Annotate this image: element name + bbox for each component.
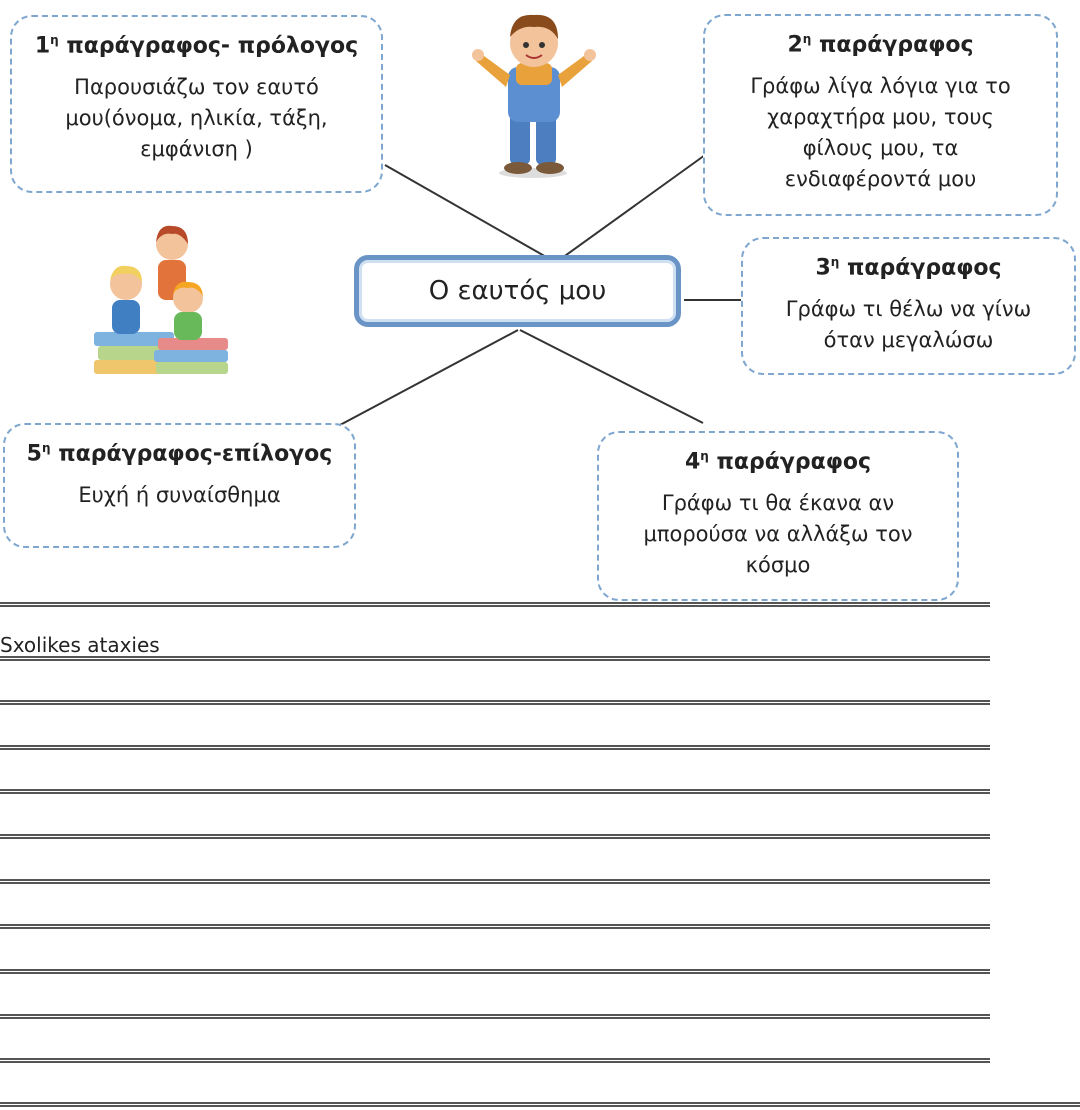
paragraph-5-title: $5^\eta$ παράγραφος-επίλογος: [26, 441, 333, 467]
paragraph-4-box: [597, 431, 959, 601]
paragraph-5-text: Ευχή ή συναίσθημα: [78, 483, 281, 508]
connector-box4: [520, 330, 703, 423]
writing-line: [0, 700, 990, 705]
paragraph-1-title: $1^\eta$ παράγραφος- πρόλογος: [34, 33, 359, 59]
writing-line: [0, 656, 990, 661]
writing-line: [0, 834, 990, 839]
paragraph-2-text: Γράφω λίγα λόγια για το χαραχτήρα μου, τους φίλους μου, τα ενδιαφέροντά μου: [750, 74, 1011, 192]
paragraph-4-text: Γράφω τι θα έκανα αν μπορούσα να αλλάξω τον κόσμο: [643, 491, 913, 578]
writing-line: [0, 602, 990, 607]
paragraph-3-title: $3^\eta$ παράγραφος: [815, 255, 1002, 281]
connector-box5: [340, 330, 518, 425]
center-topic-label: Ο εαυτός μου: [428, 276, 607, 306]
writing-line: [0, 1014, 990, 1019]
boy-illustration: [470, 5, 600, 180]
center-topic-box: [354, 255, 681, 327]
writing-line: [0, 924, 990, 929]
paragraph-3-box: [741, 237, 1076, 375]
paragraph-1-text: Παρουσιάζω τον εαυτό μου(όνομα, ηλικία, τάξη, εμφάνιση ): [65, 75, 328, 162]
writing-line: [0, 1058, 990, 1063]
paragraph-1-box: [10, 15, 383, 193]
writing-line: [0, 1102, 1080, 1107]
writing-line: [0, 879, 990, 884]
paragraph-5-box: [3, 423, 356, 548]
writing-line: [0, 745, 990, 750]
signature-text: Sxolikes ataxies: [0, 633, 160, 657]
children-books-illustration: [92, 222, 232, 380]
paragraph-2-box: [703, 14, 1058, 216]
paragraph-3-text: Γράφω τι θέλω να γίνω όταν μεγαλώσω: [785, 297, 1032, 353]
writing-line: [0, 969, 990, 974]
paragraph-2-title: $2^\eta$ παράγραφος: [787, 32, 974, 58]
paragraph-4-title: $4^\eta$ παράγραφος: [684, 449, 872, 475]
writing-line: [0, 789, 990, 794]
